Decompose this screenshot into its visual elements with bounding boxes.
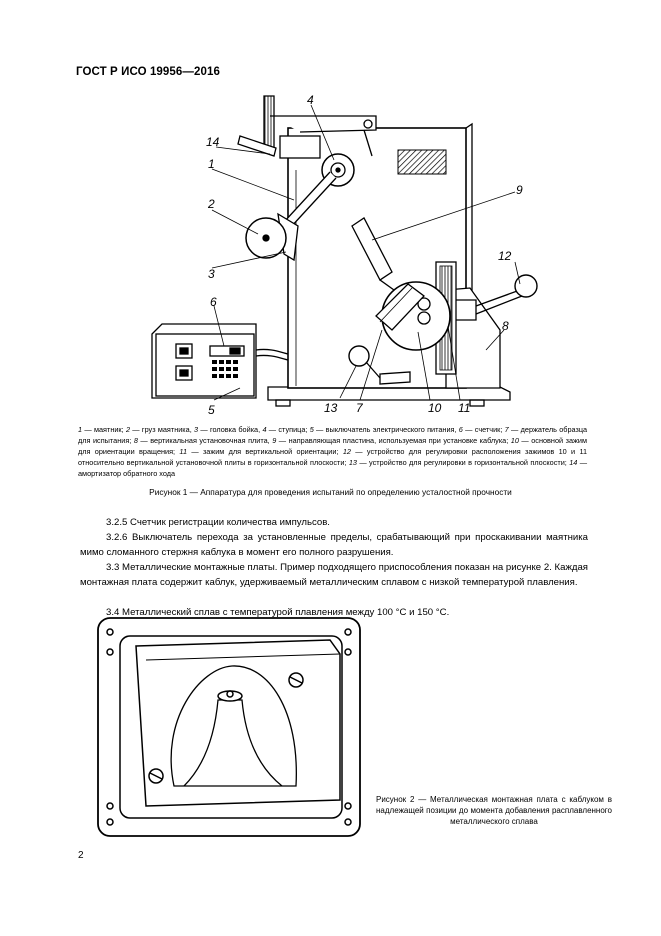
callout-4: 4 [307,93,314,107]
paragraph-3-2-5: 3.2.5 Счетчик регистрации количества импульсов. [106,517,330,528]
callout-14: 14 [206,135,220,149]
paragraph-3-4: 3.4 Металлический сплав с температурой плавления между 100 °С и 150 °С. [106,607,450,618]
callout-12: 12 [498,249,512,263]
callout-7: 7 [356,401,363,415]
figure-1-legend: 1 — маятник; 2 — груз маятника, 3 — головка бойка, 4 — ступица; 5 — выключатель электрического питания, 6 — счетчик; 7 — держатель образца для испытания; 8 — вертикальная установочная плита, 9 — направляющая пластина, используемая при установке каблука; 10 — основной зажим для ориентации вращения; 11 — зажим для вертикальной ориентации; 12 — устройство для регулировки расположения зажимов 10 и 11 относительно вертикальной установочной плиты в горизонтальной плоскости; 13 — устройство для регулировки в горизонтальной плоскости; 14 — амортизатор обратного хода [78,425,588,478]
callout-13: 13 [324,401,338,415]
figure-1-caption: Рисунок 1 — Аппаратура для проведения испытаний по определению усталостной прочности [149,487,512,497]
callout-3: 3 [208,267,215,281]
paragraph-3-3: 3.3 Металлические монтажные платы. Пример подходящего приспособления показан на рисунке 2. Каждая монтажная плата содержит каблук, удерживаемый металлическим сплавом с низкой температурой плавления. [80,562,588,588]
callout-8: 8 [502,319,509,333]
callout-6: 6 [210,295,217,309]
callout-5: 5 [208,403,215,417]
figure-2-mounting-plate-drawing [96,616,364,838]
paragraph-3-2-6: 3.2.6 Выключатель перехода за установленные пределы, срабатывающий при проскакивании маятника мимо сломанного стержня каблука в момент его полного разрушения. [80,532,588,558]
callout-1: 1 [208,157,215,171]
figure-1-apparatus-drawing [76,92,586,422]
callout-11: 11 [458,401,471,415]
callout-2: 2 [208,197,215,211]
standard-header: ГОСТ Р ИСО 19956—2016 [76,66,221,78]
page-number: 2 [78,850,84,861]
callout-10: 10 [428,401,442,415]
figure-2-caption: Рисунок 2 — Металлическая монтажная плата с каблуком в надлежащей позиции до момента добавления расплавленного металлического сплава [376,795,612,826]
callout-9: 9 [516,183,523,197]
